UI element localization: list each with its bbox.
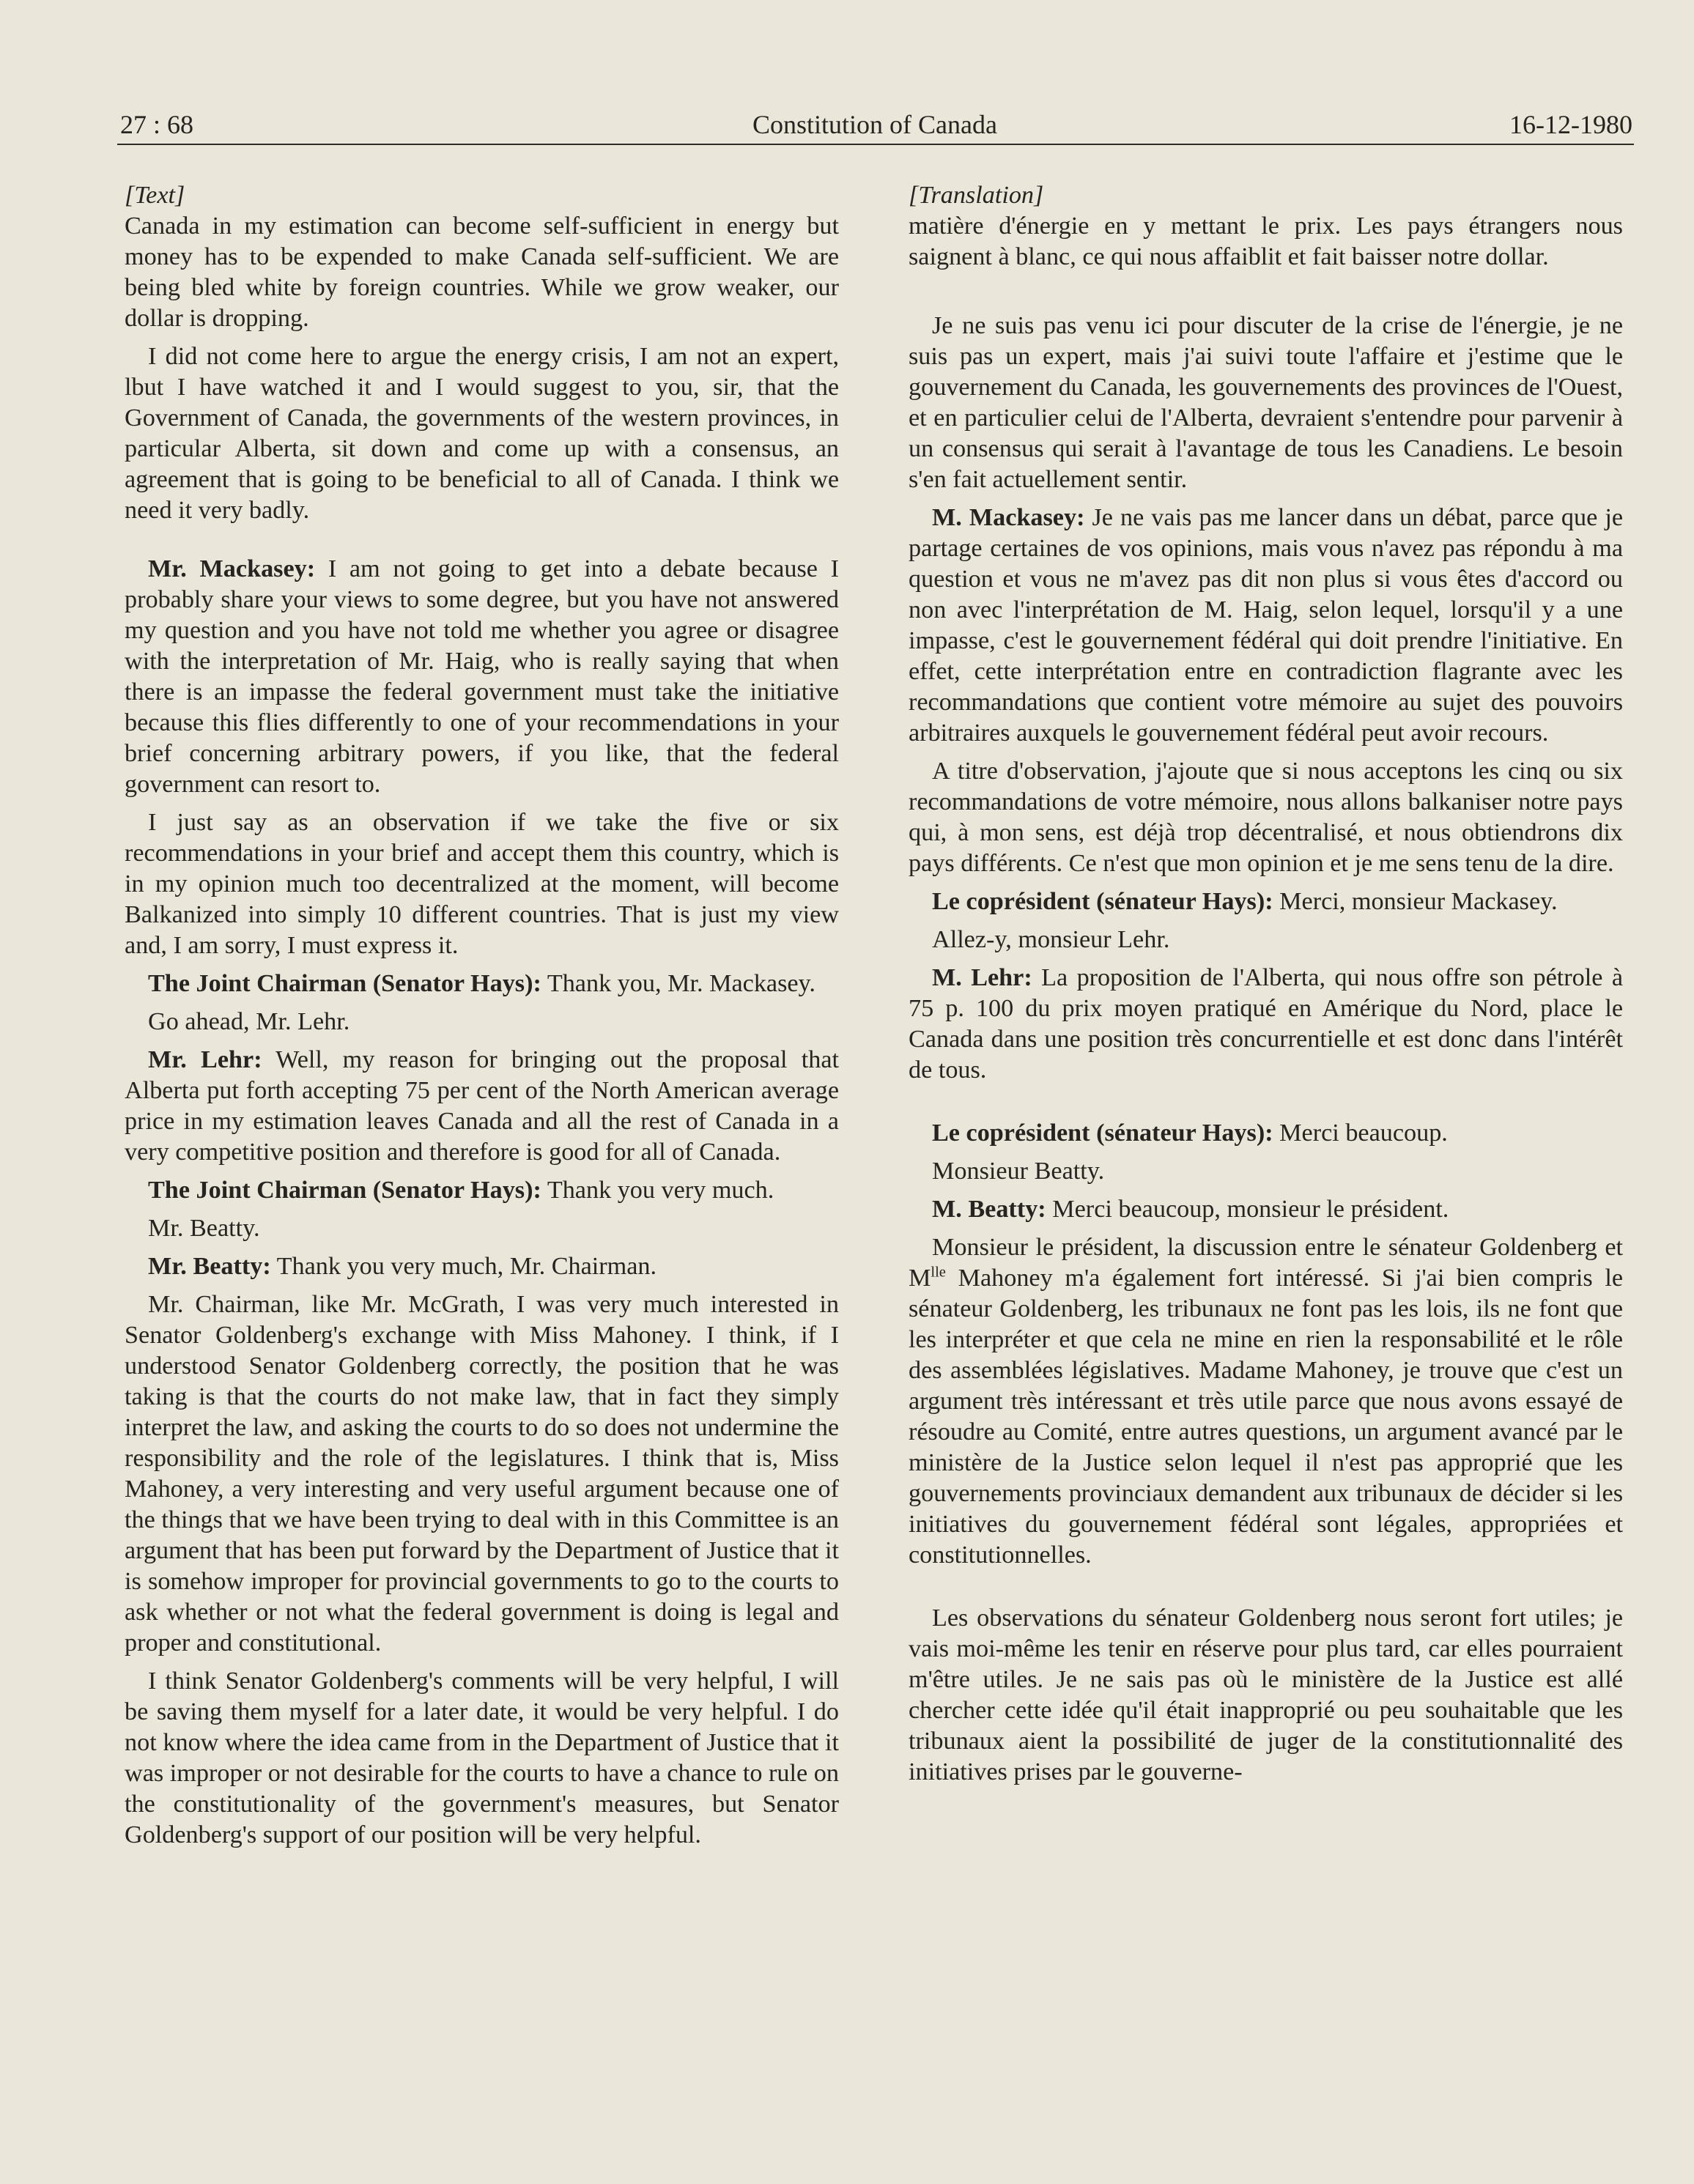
header-rule (117, 144, 1634, 145)
speech (125, 1251, 839, 1282)
speaker-name: M. Beatty: (932, 1196, 1046, 1223)
paragraph: Mr. Chairman, like Mr. McGrath, I was very much interested in Senator Goldenberg's exchange with Miss Mahoney. I think, if I understood Senator Goldenberg correctly, the position that he was taking is that the courts do not make law, that in fact they simply interpret the law, and asking the courts to do so does not undermine the responsibility and the role of the legislatures. I think that is, Miss Mahoney, a very interesting and very useful argument because one of the things that we have been trying to deal with in this Committee is an argument that has been put forward by the Department of Justice that it is somehow improper for provincial governments to go to the courts to ask whether or not what the federal government is doing is legal and proper and constitutional. (125, 1291, 839, 1656)
speech-text: I am not going to get into a debate because I probably share your views to some degree, but you have not answered my question and you have not told me whether you agree or disagree with the interpretation of Mr. Haig, who is really saying that when there is an impasse the federal government must take the initiative because this flies differently to one of your recommendations in your brief concerning arbitrary powers, if you like, that the federal government can resort to. (125, 555, 839, 798)
speech-text: Thank you very much, Mr. Chairman. (270, 1253, 657, 1280)
speech-text: Merci beaucoup. (1273, 1119, 1448, 1147)
speech-text: Merci beaucoup, monsieur le président. (1046, 1196, 1449, 1223)
speech (909, 503, 1623, 749)
speech (909, 1194, 1623, 1225)
page-reference: 27 : 68 (120, 110, 194, 139)
speaker-name: Mr. Mackasey: (148, 555, 316, 582)
paragraph: Monsieur Beatty. (932, 1158, 1105, 1185)
speech (909, 963, 1623, 1086)
french-column (909, 180, 1623, 1795)
paragraph: Je ne suis pas venu ici pour discuter de la crise de l'énergie, je ne suis pas un expert, mais j'ai suivi toute l'affaire et j'estime que le gouvernement du Canada, les gouvernements des provinces de l'Ouest, et en particulier celui de l'Alberta, devraient s'entendre pour parvenir à un consensus qui serait à l'avantage de tous les Canadiens. Le besoin s'en fait actuellement sentir. (909, 312, 1623, 493)
column-label: [Text] (125, 182, 185, 209)
paragraph: Mr. Beatty. (148, 1215, 260, 1242)
speech (125, 969, 839, 999)
paragraph: Les observations du sénateur Goldenberg nous seront fort utiles; je vais moi-même les tenir en réserve pour plus tard, car elles pourraient m'être utiles. Je ne sais pas où le ministère de la Justice est allé chercher cette idée qu'il était inapproprié ou peu souhaitable que les tribunaux aient la possibilité de juger de la constitutionnalité des initiatives prises par le gouverne- (909, 1604, 1623, 1785)
speech-text: Je ne vais pas me lancer dans un débat, parce que je partage certaines de vos opinions, mais vous n'avez pas répondu à ma question et vous ne m'avez pas dit non plus si vous êtes d'accord ou non avec l'interprétation de M. Haig, selon lequel, lorsqu'il y a une impasse, c'est le gouvernement fédéral qui doit prendre l'initiative. En effet, cette interprétation entre en contradiction flagrante avec les recommandations que contient votre mémoire au sujet des pouvoirs arbitraires auxquels le gouvernement fédéral peut avoir recours. (909, 504, 1623, 747)
speaker-name: M. Lehr: (932, 964, 1032, 991)
paragraph: I did not come here to argue the energy crisis, I am not an expert, lbut I have watched it and I would suggest to you, sir, that the Government of Canada, the governments of the western provinces, in particular Alberta, sit down and come up with a consensus, an agreement that is going to be beneficial to all of Canada. I think we need it very badly. (125, 343, 839, 524)
speech (909, 886, 1623, 917)
paragraph: Monsieur le président, la discussion entre le sénateur Goldenberg et $M^{lle}$ Mahoney m'a également fort intéressé. Si j'ai bien compris le sénateur Goldenberg, les tribunaux ne font pas les lois, ils ne font que les interpréter et que cela ne mine en rien la responsabilité et le rôle des assemblées législatives. Madame Mahoney, je trouve que c'est un argument très intéressant et très utile parce que nous avons essayé de résoudre au Comité, entre autres questions, un argument avancé par le ministère de la Justice selon lequel il n'est pas approprié que les gouvernements provinciaux demandent aux tribunaux de décider si les initiatives du gouvernement fédéral sont légales, appropriées et constitutionnelles. (909, 1234, 1623, 1569)
speaker-name: The Joint Chairman (Senator Hays): (148, 970, 541, 997)
speaker-name: Mr. Lehr: (148, 1046, 262, 1073)
speaker-name: The Joint Chairman (Senator Hays): (148, 1177, 541, 1204)
speech-text: Thank you, Mr. Mackasey. (541, 970, 815, 997)
paragraph: I just say as an observation if we take the five or six recommendations in your brief and accept them this country, which is in my opinion much too decentralized at the moment, will become Balkanized into simply 10 different countries. That is just my view and, I am sorry, I must express it. (125, 809, 839, 959)
speaker-name: M. Mackasey: (932, 504, 1085, 531)
english-column (125, 180, 839, 1858)
paragraph: Go ahead, Mr. Lehr. (148, 1008, 350, 1035)
speech-text: La proposition de l'Alberta, qui nous offre son pétrole à 75 p. 100 du prix moyen pratiqué en Amérique du Nord, place le Canada dans une position très concurrentielle et est donc dans l'intérêt de tous. (909, 964, 1623, 1084)
paragraph: matière d'énergie en y mettant le prix. Les pays étrangers nous saignent à blanc, ce qui nous affaiblit et fait baisser notre dollar. (909, 212, 1623, 270)
date: 16-12-1980 (1509, 110, 1632, 139)
running-head (117, 103, 1632, 147)
speech-text: Thank you very much. (541, 1177, 774, 1204)
paragraph: Canada in my estimation can become self-sufficient in energy but money has to be expended to make Canada self-sufficient. We are being bled white by foreign countries. While we grow weaker, our dollar is dropping. (125, 212, 839, 332)
speaker-name: Le coprésident (sénateur Hays): (932, 1119, 1273, 1147)
speech (125, 554, 839, 800)
speaker-name: Mr. Beatty: (148, 1253, 271, 1280)
paragraph: Allez-y, monsieur Lehr. (932, 926, 1170, 953)
paragraph: I think Senator Goldenberg's comments will be very helpful, I will be saving them myself for a later date, it would be very helpful. I do not know where the idea came from in the Department of Justice that it was improper or not desirable for the courts to have a chance to rule on the constitutionality of the government's measures, but Senator Goldenberg's support of our position will be very helpful. (125, 1667, 839, 1848)
speaker-name: Le coprésident (sénateur Hays): (932, 888, 1273, 915)
column-label: [Translation] (909, 182, 1044, 209)
speech (909, 1118, 1623, 1149)
page-title: Constitution of Canada (752, 110, 997, 139)
paragraph: A titre d'observation, j'ajoute que si nous acceptons les cinq ou six recommandations de votre mémoire, nous allons balkaniser notre pays qui, à mon sens, est déjà trop décentralisé, et nous obtiendrons dix pays différents. Ce n'est que mon opinion et je me sens tenu de la dire. (909, 758, 1623, 877)
speech-text: Well, my reason for bringing out the proposal that Alberta put forth accepting 75 per cent of the North American average price in my estimation leaves Canada and all the rest of Canada in a very competitive position and therefore is good for all of Canada. (125, 1046, 839, 1166)
speech (125, 1175, 839, 1206)
speech-text: Merci, monsieur Mackasey. (1273, 888, 1558, 915)
speech (125, 1045, 839, 1168)
